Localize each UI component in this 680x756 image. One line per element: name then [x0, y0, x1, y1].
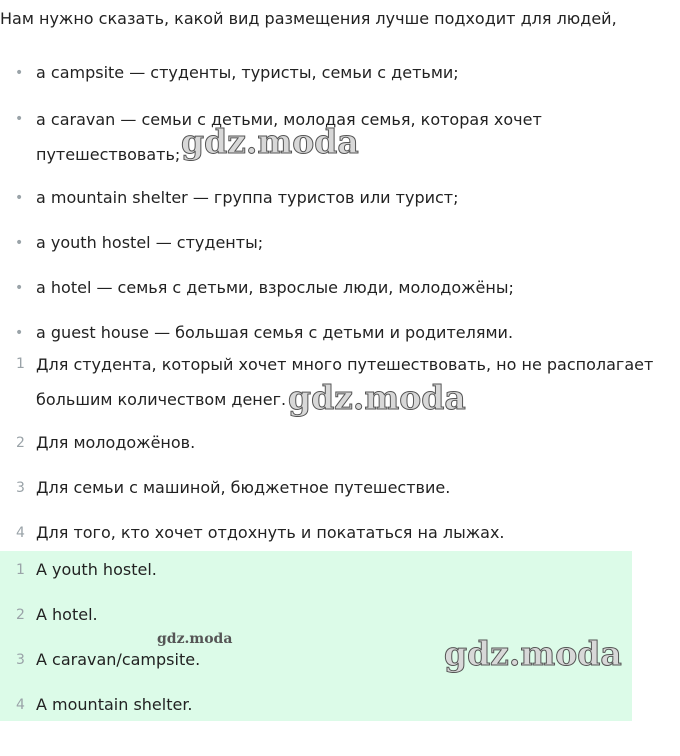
list-item-text: a mountain shelter — группа туристов или турист; [36, 188, 459, 207]
answer-text: A mountain shelter. [36, 695, 193, 714]
list-item [0, 182, 660, 214]
bullet-icon: • [15, 190, 24, 206]
question-number: 1 [16, 356, 25, 372]
bullet-icon: • [15, 235, 24, 251]
watermark: gdz.moda [157, 631, 233, 647]
list-item [0, 272, 660, 304]
answer-text: A youth hostel. [36, 560, 157, 579]
intro-text: Нам нужно сказать, какой вид размещения лучше подходит для людей, [0, 9, 617, 28]
answer-item [0, 599, 632, 631]
answer-number: 3 [16, 652, 25, 668]
question-number: 3 [16, 480, 25, 496]
answer-number: 2 [16, 607, 25, 623]
question-number: 2 [16, 435, 25, 451]
list-item-text: a caravan — семьи с детьми, молодая семья, которая хочет путешествовать; [36, 110, 542, 164]
question-text: Для студента, который хочет много путешествовать, но не располагает большим количеством денег. [36, 355, 654, 409]
watermark: gdz.moda [444, 634, 622, 673]
accommodation-list [0, 57, 660, 362]
question-text: Для молодожёнов. [36, 433, 196, 452]
list-item-text: a hotel — семья с детьми, взрослые люди, молодожёны; [36, 278, 514, 297]
answer-item [0, 689, 632, 721]
bullet-icon: • [15, 280, 24, 296]
list-item [0, 227, 660, 259]
watermark: gdz.moda [288, 378, 466, 417]
answer-number: 1 [16, 562, 25, 578]
list-item [0, 317, 660, 349]
answer-text: A hotel. [36, 605, 98, 624]
answer-text: A caravan/campsite. [36, 650, 201, 669]
bullet-icon: • [15, 65, 24, 81]
bullet-icon: • [15, 325, 24, 341]
list-item-text: a guest house — большая семья с детьми и родителями. [36, 323, 514, 342]
question-item [0, 517, 660, 549]
list-item-text: a campsite — студенты, туристы, семьи с детьми; [36, 63, 459, 82]
list-item [0, 57, 660, 89]
list-item-text: a youth hostel — студенты; [36, 233, 264, 252]
question-text: Для семьи с машиной, бюджетное путешествие. [36, 478, 451, 497]
answer-number: 4 [16, 697, 25, 713]
question-item [0, 472, 660, 504]
answer-item [0, 554, 632, 586]
question-item [0, 427, 660, 459]
watermark: gdz.moda [181, 122, 359, 161]
bullet-icon: • [15, 111, 24, 127]
question-number: 4 [16, 525, 25, 541]
question-text: Для того, кто хочет отдохнуть и покататься на лыжах. [36, 523, 505, 542]
